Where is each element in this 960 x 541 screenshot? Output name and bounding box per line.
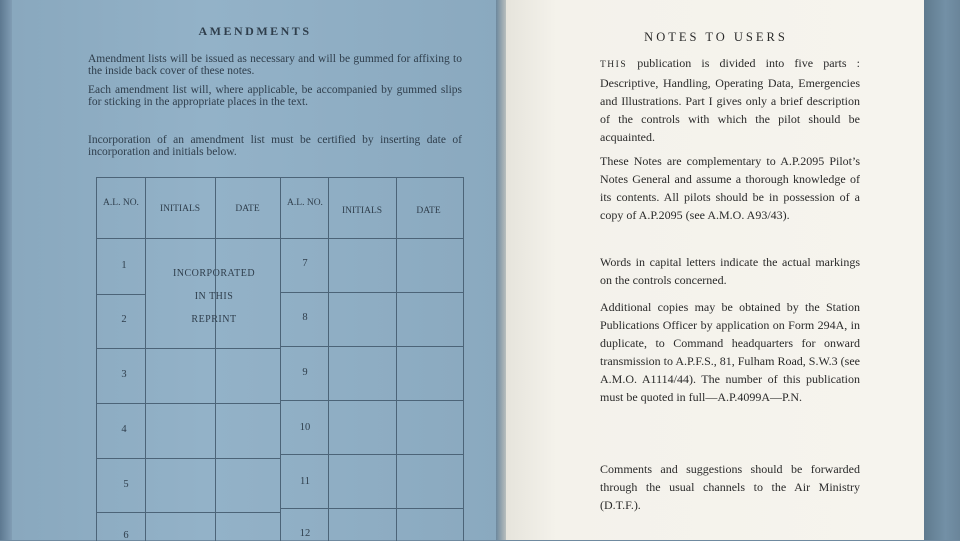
reprint-line: IN THIS [194,291,234,302]
table-row-line [280,454,463,455]
al-number: 1 [121,260,127,271]
al-number: 7 [302,258,308,269]
table-column-line [145,178,146,541]
incorporated-reprint-note [149,262,279,331]
table-row-line [280,400,463,401]
al-number: 9 [302,367,308,378]
amendments-paragraph-2: Each amendment list will, where applicable, be accompanied by gummed slips for sticking in the appropriate places in the text. [88,84,462,108]
table-row-line [97,512,280,513]
al-number: 4 [121,424,127,435]
table-row-line [280,508,463,509]
notes-first-word: THIS [600,60,628,70]
notes-paragraph-1-text: publication is divided into five parts : Descriptive, Handling, Operating Data, Emergencies and Illustrations. Part I gives only a brief description of the controls with which the pilot should be acquainted. [600,56,860,144]
table-row-line [280,346,463,347]
amendments-paragraph-3: Incorporation of an amendment list must be certified by inserting date of incorporation and initials below. [88,134,462,158]
table-column-line [396,178,397,541]
reprint-line: REPRINT [191,314,237,325]
table-row-line [280,292,463,293]
table-row-line [97,458,280,459]
notes-title: NOTES TO USERS [644,30,788,44]
reprint-line: INCORPORATED [172,268,256,279]
table-column-line [328,178,329,541]
notes-paragraph-2: These Notes are complementary to A.P.2095 Pilot’s Notes General and assume a thorough knowledge of its contents. All pilots should be in possession of a copy of A.P.2095 (see A.M.O. A93/43). [600,154,860,222]
al-number: 6 [123,530,129,541]
header-al-no-right: A.L. NO. [287,198,323,208]
booklet-right-edge [924,0,960,540]
al-number: 2 [121,314,127,325]
notes-to-users-page [506,0,926,540]
table-column-line [280,178,281,541]
notes-paragraph-3: Words in capital letters indicate the actual markings on the controls concerned. [600,255,860,287]
header-initials-right: INITIALS [341,206,383,216]
table-row-line [97,294,145,295]
header-date-right: DATE [416,206,441,216]
notes-paragraph-1 [600,54,860,146]
table-row-line [97,348,280,349]
header-initials-left: INITIALS [159,204,201,214]
al-number: 10 [299,422,311,433]
al-number: 12 [299,528,311,539]
amendments-title: AMENDMENTS [198,24,312,38]
al-number: 3 [121,369,127,380]
table-column-line [215,178,216,541]
notes-paragraph-5: Comments and suggestions should be forwarded through the usual channels to the Air Ministry (D.T.F.). [600,462,860,512]
header-date-left: DATE [235,204,260,214]
table-row-line [97,238,463,239]
amendments-paragraph-1: Amendment lists will be issued as necessary and will be gummed for affixing to the inside back cover of these notes. [88,53,462,77]
notes-paragraph-4: Additional copies may be obtained by the Station Publications Officer by application on Form 294A, in duplicate, to Command headquarters for onward transmission to A.P.F.S., 81, Fulham Road, S.W.3 (see A.M.O. A1114/44). The number of this publication must be quoted in full—A.P.4099A—P.N. [600,300,860,404]
al-number: 8 [302,312,308,323]
al-number: 11 [299,476,311,487]
table-row-line [97,403,280,404]
header-al-no-left: A.L. NO. [103,198,139,208]
al-number: 5 [123,479,129,490]
amendments-page [12,0,498,540]
amendment-record-table [96,177,464,541]
